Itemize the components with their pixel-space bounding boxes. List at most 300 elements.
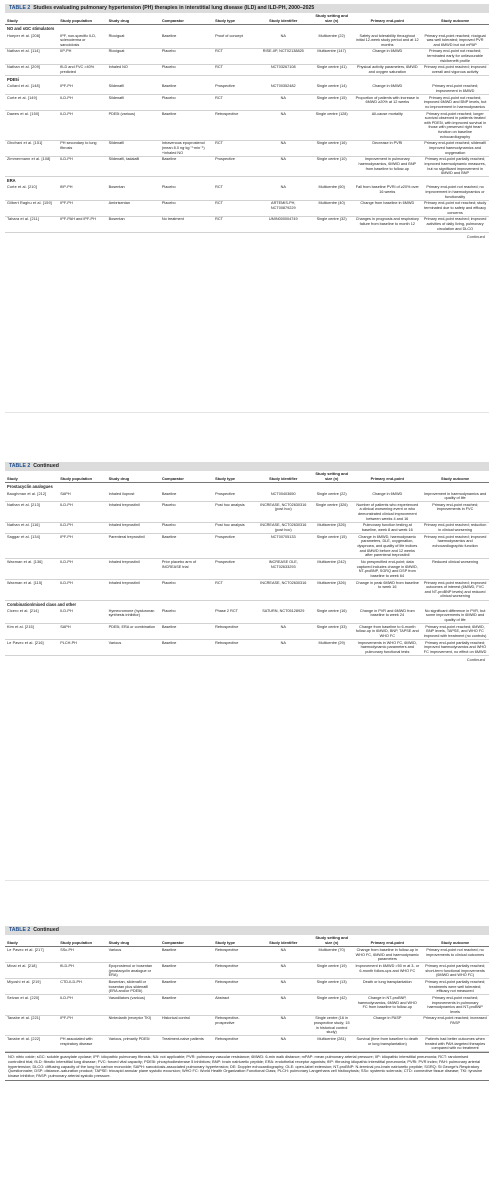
table-cell: Prospective bbox=[213, 534, 257, 559]
table-row bbox=[5, 140, 489, 156]
table-number: TABLE 2 bbox=[9, 463, 31, 469]
divider bbox=[5, 880, 489, 881]
table-cell: NA bbox=[257, 156, 310, 177]
table-cell: Primary end-point reached; increased PASP bbox=[421, 1015, 489, 1036]
table-cell: Inhaled treprostinil bbox=[107, 522, 160, 533]
table-cell: Primary end-point reached; improved overall and vigorous activity bbox=[421, 64, 489, 75]
table-cell: Change in PVR and 6MWD from baseline to week 24 bbox=[353, 608, 421, 623]
table-cell: NA bbox=[257, 1015, 310, 1036]
table-cell: Primary end-point partially reached; short-term functional improvements (6MWD and WHO FC) bbox=[421, 963, 489, 979]
table-cell: IIP-PH bbox=[58, 48, 106, 64]
table-cell: Placebo bbox=[160, 64, 213, 75]
study-reference: Gilbert Raghu et al. [159] bbox=[5, 200, 58, 216]
header-row bbox=[5, 13, 489, 25]
table-cell: Intravenous epoprostenol (mean 8.0 ng·kg⁻¹·min⁻¹) +inhaled NO bbox=[160, 140, 213, 156]
table-cell: NCT00352482 bbox=[257, 84, 310, 95]
table-row bbox=[5, 979, 489, 995]
table-cell: Change in 6MWD bbox=[353, 48, 421, 64]
table-cell: Inhaled treprostinil bbox=[107, 579, 160, 600]
table-row bbox=[5, 559, 489, 580]
table-cell: Placebo bbox=[160, 48, 213, 64]
table-cell: Primary end-point reached; improvement in 6MWD bbox=[421, 84, 489, 95]
table-panel-2 bbox=[5, 462, 489, 663]
table-cell: RCT bbox=[213, 95, 257, 111]
table-cell: Riociguat bbox=[107, 33, 160, 48]
table-row bbox=[5, 608, 489, 623]
column-header: Primary end-point bbox=[353, 471, 421, 483]
table-cell: Prospective bbox=[213, 84, 257, 95]
study-reference: Dawes et al. [150] bbox=[5, 111, 58, 141]
table-cell: Single centre (326) bbox=[310, 502, 354, 523]
table-cell: ILD-PH bbox=[58, 608, 106, 623]
table-cell: Retrospective-prospective bbox=[213, 1015, 257, 1036]
column-header: Study setting and size (n) bbox=[310, 13, 354, 25]
table-cell: NCT00705133 bbox=[257, 534, 310, 559]
table-row bbox=[5, 947, 489, 963]
table-cell: INCREASE, NCT02630316 (post hoc) bbox=[257, 502, 310, 523]
table-cell: Multicentre (29) bbox=[310, 639, 354, 655]
table-cell: PDE5i (various) bbox=[107, 111, 160, 141]
column-header: Study bbox=[5, 471, 58, 483]
section-row bbox=[5, 483, 489, 491]
table-cell: Primary end-point not reached; improved 6MWD and BNP levels, but no improvement in haemodynamics bbox=[421, 95, 489, 111]
table-cell: SAPH bbox=[58, 491, 106, 502]
table-cell: Baseline bbox=[160, 84, 213, 95]
table-cell: RCT bbox=[213, 48, 257, 64]
table-row bbox=[5, 48, 489, 64]
table-cell: Single centre (128) bbox=[310, 111, 354, 141]
table-cell: Primary end-point not reached; terminated early for unfavourable risk/benefit profile bbox=[421, 48, 489, 64]
table-cell: Prior placebo arm of INCREASE trial bbox=[160, 559, 213, 580]
table-caption: Studies evaluating pulmonary hypertension (PH) therapies in interstitial lung disease (ILD) and ILD-PH, 2000–2025 bbox=[33, 5, 315, 11]
table-cell: INCREASE, NCT02630316 bbox=[257, 579, 310, 600]
table-cell: Single centre (14) bbox=[310, 84, 354, 95]
table-row bbox=[5, 491, 489, 502]
table-cell: IPF-PH bbox=[58, 1015, 106, 1036]
table-cell: Placebo bbox=[160, 185, 213, 200]
study-reference: Le Pavec et al. [216] bbox=[5, 639, 58, 655]
table-cell: SAPH bbox=[58, 623, 106, 639]
table-cell: Baseline bbox=[160, 33, 213, 48]
table-cell: NA bbox=[257, 1036, 310, 1052]
abbreviations-footnote: NO: nitric oxide; sGC: soluble guanylate cyclase; IPF: idiopathic pulmonary fibrosis; NA: not applicable; PVR: pulmonary vascular resistance; 6MWD: 6-min walk distance; mPAP: mean pulmonary arterial pressure; IIP: idiopathic interstitial pneumonia; RCT: randomised controlled trial; fILD: fibrotic interstitial lung disease; FVC: forced vital capacity; PDE5i: phosphodiesterase 5 inhibitors; BNP: brain natriuretic peptide; ERA: endothelial receptor agonists; fIIP: fibrosing idiopathic interstitial pneumonia; PVRi: PVR index; PAH: pulmonary arterial hypertension; DLCO: diffusing capacity of the lung for carbon monoxide; SAPH: sarcoidosis-associated pulmonary hypertension; DE: Doppler echocardiography; OLE: open-label extension; NT-proBNP: N-terminal pro-brain natriuretic peptide; SGRQ: St George's Respiratory Questionnaire; DSP: distance–saturation product; TAPSE: tricuspid annular plane systolic excursion; WHO FC: World Health Organization Functional Class; PLCH: pulmonary Langerhans cell histiocytosis; SSc: systemic sclerosis; CTD: connective tissue disease; TKI: tyrosine kinase inhibitor; PASP: pulmonary arterial systolic pressure. bbox=[5, 1052, 489, 1081]
table-cell: NA bbox=[257, 185, 310, 200]
column-header: Study type bbox=[213, 935, 257, 947]
column-header: Study outcome bbox=[421, 935, 489, 947]
table-cell: NCT03267108 bbox=[257, 64, 310, 75]
table-cell: Proof of concept bbox=[213, 33, 257, 48]
table-cell: Treatment-naive patients bbox=[160, 1036, 213, 1052]
section-row bbox=[5, 177, 489, 185]
table-cell: Primary end-point not reached; no improvement in haemodynamics or functionality bbox=[421, 185, 489, 200]
study-reference: Ghofrani et al. [151] bbox=[5, 140, 58, 156]
table-cell: Multicentre (147) bbox=[310, 48, 354, 64]
table-cell: Death or lung transplantation bbox=[353, 979, 421, 995]
study-reference: Nathan et al. [213] bbox=[5, 502, 58, 523]
table-cell: Single centre (16 in prospective study; 15 in historical control study) bbox=[310, 1015, 354, 1036]
table-cell: Single centre (15) bbox=[310, 534, 354, 559]
table-cell: Inhaled treprostinil bbox=[107, 559, 160, 580]
column-header: Study setting and size (n) bbox=[310, 471, 354, 483]
column-header: Study population bbox=[58, 471, 106, 483]
table-cell: NA bbox=[257, 140, 310, 156]
column-header: Comparator bbox=[160, 471, 213, 483]
table-cell: Abstract bbox=[213, 995, 257, 1016]
column-header: Comparator bbox=[160, 935, 213, 947]
table-cell: All-cause mortality bbox=[353, 111, 421, 141]
table-cell: Placebo bbox=[160, 502, 213, 523]
table-cell: Single centre (13) bbox=[310, 979, 354, 995]
table-cell: Survival (time from baseline to death or lung transplantation) bbox=[353, 1036, 421, 1052]
table-cell: NA bbox=[257, 95, 310, 111]
table-cell: Baseline bbox=[160, 963, 213, 979]
table-cell: Improvements in WHO FC, 6MWD, haemodynamic parameters and pulmonary functional tests bbox=[353, 639, 421, 655]
table-cell: Placebo bbox=[160, 522, 213, 533]
study-reference: Cicero et al. [214] bbox=[5, 608, 58, 623]
table-cell: Vasodilators (various) bbox=[107, 995, 160, 1016]
table-cell: RCT bbox=[213, 140, 257, 156]
table-row bbox=[5, 579, 489, 600]
table-cell: Retrospective bbox=[213, 111, 257, 141]
table-cell: Hymecromone (hyaluronan synthesis inhibitor) bbox=[107, 608, 160, 623]
table-cell: ILD-PH bbox=[58, 502, 106, 523]
table-cell: Change from baseline in 6MWD bbox=[353, 200, 421, 216]
continued-label: Continued bbox=[466, 233, 485, 239]
column-header: Study population bbox=[58, 935, 106, 947]
table-cell: fIIP-PH bbox=[58, 185, 106, 200]
table-cell: Single centre (42) bbox=[310, 995, 354, 1016]
table-cell: INCREASE OLE, NCT02633293 bbox=[257, 559, 310, 580]
table-cell: NCT00403650 bbox=[257, 491, 310, 502]
study-reference: Baughman et al. [212] bbox=[5, 491, 58, 502]
table-cell: No prespecified end-point; data captured includes change in 6MWD, NT-proBNP, SGRQ and DSP from baseline to week 64 bbox=[353, 559, 421, 580]
table-cell: Inhaled iloprost bbox=[107, 491, 160, 502]
table-cell: Change in 6MWD, haemodynamic parameters, DLE, oxygenation, dyspnoea, and quality of life indices and 6MWD before and 12 weeks after parenteral treprostinil bbox=[353, 534, 421, 559]
table-cell: Baseline bbox=[160, 491, 213, 502]
table-cell: Change from baseline in follow-up in WHO FC, 6MWD and haemodynamic parameters bbox=[353, 947, 421, 963]
table-row bbox=[5, 185, 489, 200]
column-header: Study identifier bbox=[257, 13, 310, 25]
table-row bbox=[5, 84, 489, 95]
table-cell: Prospective bbox=[213, 491, 257, 502]
table-cell: ILD-PH bbox=[58, 995, 106, 1016]
table-cell: Primary end-point partially reached; treatments were well tolerated; efficacy not measured bbox=[421, 979, 489, 995]
table-cell: ILD-PH bbox=[58, 579, 106, 600]
table-title bbox=[5, 926, 489, 935]
table-cell: Inhaled treprostinil bbox=[107, 502, 160, 523]
column-header: Study bbox=[5, 935, 58, 947]
table-row bbox=[5, 639, 489, 655]
table-cell: CTD-ILD-PH bbox=[58, 979, 106, 995]
table-cell: RISE-IIP, NCT02138825 bbox=[257, 48, 310, 64]
study-reference: Tahara et al. [211] bbox=[5, 216, 58, 232]
study-reference: Selvan et al. [220] bbox=[5, 995, 58, 1016]
table-row bbox=[5, 963, 489, 979]
table-cell: Change in 6MWD bbox=[353, 84, 421, 95]
table-cell: RCT bbox=[213, 200, 257, 216]
table-cell: ILD-PH bbox=[58, 156, 106, 177]
table-cell: Single centre (22) bbox=[310, 491, 354, 502]
table-cell: PDE5i, ERA or combination bbox=[107, 623, 160, 639]
table-cell: Baseline bbox=[160, 979, 213, 995]
table-cell: Single centre (10) bbox=[310, 156, 354, 177]
table-cell: Safety and tolerability throughout initial 12-week study period and at 12 months bbox=[353, 33, 421, 48]
table-cell: Placebo bbox=[160, 608, 213, 623]
table-cell: Sildenafil bbox=[107, 140, 160, 156]
table-cell: Number of patients who experienced a clinical worsening event or who demonstrated clinical improvement between weeks 4 and 16 bbox=[353, 502, 421, 523]
table-cell: Pulmonary function testing at baseline, week 8 and week 16 bbox=[353, 522, 421, 533]
table-cell: IPF-PH bbox=[58, 84, 106, 95]
table-cell: INCREASE, NCT02630316 (post hoc) bbox=[257, 522, 310, 533]
table-cell: Improvement in pulmonary haemodynamics, 6MWD and BNP from baseline to follow-up bbox=[353, 156, 421, 177]
table-row bbox=[5, 33, 489, 48]
table-cell: Retrospective bbox=[213, 1036, 257, 1052]
table-cell: IPF-PH bbox=[58, 534, 106, 559]
table-cell: RCT bbox=[213, 216, 257, 232]
table-cell: Single centre (33) bbox=[310, 623, 354, 639]
table-cell: Primary end-point reached; longer survival observed in patients treated with PDE5i, with improved survival in those with preserved right heart function on baseline echocardiography bbox=[421, 111, 489, 141]
table-caption: Continued bbox=[33, 927, 59, 933]
table-cell: No significant difference in PVR, but some improvements in 6MWD and quality of life bbox=[421, 608, 489, 623]
study-reference: Collard et al. [148] bbox=[5, 84, 58, 95]
table-cell: ILD-PH bbox=[58, 559, 106, 580]
table-panel-1 bbox=[5, 4, 489, 240]
table-cell: Baseline bbox=[160, 156, 213, 177]
table-cell: Sildenafil bbox=[107, 95, 160, 111]
table-cell: Primary end-point reached; improved activities of daily living, pulmonary circulation and DLCO bbox=[421, 216, 489, 232]
column-header: Study population bbox=[58, 13, 106, 25]
table-cell: Single centre (16) bbox=[310, 608, 354, 623]
table-cell: Parenteral treprostinil bbox=[107, 534, 160, 559]
table-cell: Primary end-point reached; improvements in FVC bbox=[421, 502, 489, 523]
table-number: TABLE 2 bbox=[9, 5, 31, 11]
table-cell: Fall from baseline PVRi of ≥20% over 16 weeks bbox=[353, 185, 421, 200]
column-header: Study bbox=[5, 13, 58, 25]
section-row bbox=[5, 25, 489, 33]
table-cell: fILD and FVC >40% predicted bbox=[58, 64, 106, 75]
column-header: Study outcome bbox=[421, 471, 489, 483]
table-cell: Multicentre (326) bbox=[310, 522, 354, 533]
section-label: ERA bbox=[5, 177, 489, 185]
table-cell: NA bbox=[257, 111, 310, 141]
table-cell: Single centre (16) bbox=[310, 140, 354, 156]
table-cell: fILD-PH bbox=[58, 963, 106, 979]
column-header: Comparator bbox=[160, 13, 213, 25]
study-reference: Kim et al. [215] bbox=[5, 623, 58, 639]
table-cell: IPF-PH bbox=[58, 200, 106, 216]
table-cell: NA bbox=[257, 963, 310, 979]
table-row bbox=[5, 156, 489, 177]
table-cell: Sildenafil, tadalafil bbox=[107, 156, 160, 177]
table-cell: Baseline bbox=[160, 534, 213, 559]
table-cell: Change from baseline to 6-month follow-up in 6MWD, BNP, TAPSE and WHO FC bbox=[353, 623, 421, 639]
table-cell: PH associated with respiratory disease bbox=[58, 1036, 106, 1052]
table-cell: Post hoc analysis bbox=[213, 502, 257, 523]
table-cell: Baseline bbox=[160, 111, 213, 141]
table-cell: Primary end-point partially reached; improved haemodynamics and WHO FC improvement, no effect on 6MWD bbox=[421, 639, 489, 655]
table-cell: Multicentre (70) bbox=[310, 947, 354, 963]
table-panel-3 bbox=[5, 926, 489, 1081]
table-row bbox=[5, 95, 489, 111]
table-cell: Various, primarily PDE5i bbox=[107, 1036, 160, 1052]
column-header: Study identifier bbox=[257, 935, 310, 947]
column-header: Study type bbox=[213, 13, 257, 25]
table-cell: Primary end-point reached; improved outcomes of interest (6MWD, FVC and NT-proBNP levels) and reduced clinical worsening bbox=[421, 579, 489, 600]
table-cell: Reduced clinical worsening bbox=[421, 559, 489, 580]
table-cell: Change in 6MWD bbox=[353, 491, 421, 502]
study-reference: Corte et al. [210] bbox=[5, 185, 58, 200]
table-cell: Change in peak 6MWD from baseline to week 16 bbox=[353, 579, 421, 600]
study-reference: Nathan et al. [209] bbox=[5, 64, 58, 75]
table-row bbox=[5, 1036, 489, 1052]
table-cell: Prospective bbox=[213, 559, 257, 580]
table-title bbox=[5, 462, 489, 471]
table-cell: RCT bbox=[213, 64, 257, 75]
table-cell: Change in NT-proBNP, haemodynamics, 6MWD and WHO FC from baseline to follow-up bbox=[353, 995, 421, 1016]
section-label: PDE5i bbox=[5, 76, 489, 84]
table-cell: Decrease in PVRi bbox=[353, 140, 421, 156]
table-cell: Single centre (15) bbox=[310, 95, 354, 111]
table-cell: Bosentan bbox=[107, 185, 160, 200]
table-title bbox=[5, 4, 489, 13]
table-row bbox=[5, 200, 489, 216]
table-cell: Post hoc analysis bbox=[213, 522, 257, 533]
table-cell: Multicentre (60) bbox=[310, 185, 354, 200]
study-reference: Minai et al. [218] bbox=[5, 963, 58, 979]
table-cell: NA bbox=[257, 979, 310, 995]
study-reference: Nathan et al. [116] bbox=[5, 522, 58, 533]
table-cell: Primary end-point reached; improvements in pulmonary haemodynamics and NT-proBNP levels bbox=[421, 995, 489, 1016]
table-cell: Improvement in 6MWD >50 m at 3- or 6-month follow-ups and WHO FC bbox=[353, 963, 421, 979]
study-reference: Tanabe et al. [222] bbox=[5, 1036, 58, 1052]
table-cell: Multicentre (326) bbox=[310, 579, 354, 600]
table-cell: ILD-PH bbox=[58, 95, 106, 111]
table-number: TABLE 2 bbox=[9, 927, 31, 933]
column-header: Study outcome bbox=[421, 13, 489, 25]
study-reference: Waxman et al. [136] bbox=[5, 559, 58, 580]
table-cell: Physical activity parameters, 6MWD and oxygen saturation bbox=[353, 64, 421, 75]
table-cell: Primary end-point reached; riociguat was well tolerated; improved PVR and 6MWD but not mPAP bbox=[421, 33, 489, 48]
table-cell: Primary end-point reached; reduction in clinical worsening bbox=[421, 522, 489, 533]
table-cell: Various bbox=[107, 947, 160, 963]
table-cell: Bosentan bbox=[107, 216, 160, 232]
table-cell: Primary end-point reached; improved haemodynamics and echocardiographic function bbox=[421, 534, 489, 559]
study-reference: Tanabe et al. [221] bbox=[5, 1015, 58, 1036]
table-cell: Retrospective bbox=[213, 639, 257, 655]
table-cell: No treatment bbox=[160, 216, 213, 232]
table-row bbox=[5, 502, 489, 523]
column-header: Study identifier bbox=[257, 471, 310, 483]
table-cell: NA bbox=[257, 995, 310, 1016]
table-cell: Primary end-point reached; sildenafil improved haemodynamics and oxygenation bbox=[421, 140, 489, 156]
table-cell: ILD-PH bbox=[58, 522, 106, 533]
column-header: Study drug bbox=[107, 13, 160, 25]
table-cell: Baseline bbox=[160, 995, 213, 1016]
study-reference: Hoeper et al. [208] bbox=[5, 33, 58, 48]
table-cell: Prospective bbox=[213, 156, 257, 177]
table-cell: Various bbox=[107, 639, 160, 655]
section-row bbox=[5, 76, 489, 84]
table-row bbox=[5, 216, 489, 232]
study-reference: Le Pavec et al. [217] bbox=[5, 947, 58, 963]
table-cell: SSc-PH bbox=[58, 947, 106, 963]
table-row bbox=[5, 111, 489, 141]
divider bbox=[5, 412, 489, 413]
table-cell: Proportion of patients with increase in 6MWD ≥20% at 12 weeks bbox=[353, 95, 421, 111]
table-cell: Single centre (41) bbox=[310, 64, 354, 75]
table-row bbox=[5, 1015, 489, 1036]
table-cell: Baseline bbox=[160, 623, 213, 639]
table-cell: IPF, non-specific ILD, scleroderma or sarcoidosis bbox=[58, 33, 106, 48]
table-cell: Change in PASP bbox=[353, 1015, 421, 1036]
study-reference: Saggar et al. [134] bbox=[5, 534, 58, 559]
table-cell: Placebo bbox=[160, 95, 213, 111]
table-cell: Primary end-point not reached; study terminated due to safety and efficacy concerns bbox=[421, 200, 489, 216]
table-cell: Multicentre (281) bbox=[310, 1036, 354, 1052]
section-row bbox=[5, 600, 489, 608]
table-cell: NA bbox=[257, 947, 310, 963]
table-cell: Primary end-point not reached; no improvements to clinical outcomes bbox=[421, 947, 489, 963]
table-cell: Retrospective bbox=[213, 623, 257, 639]
study-reference: Waxman et al. [115] bbox=[5, 579, 58, 600]
data-table bbox=[5, 13, 489, 233]
table-cell: Nintedanib (receptor TKI) bbox=[107, 1015, 160, 1036]
table-cell: Riociguat bbox=[107, 48, 160, 64]
column-header: Study drug bbox=[107, 471, 160, 483]
table-cell: IPF-PAH and IPF-PH bbox=[58, 216, 106, 232]
table-cell: Baseline bbox=[160, 947, 213, 963]
data-table bbox=[5, 935, 489, 1052]
header-row bbox=[5, 471, 489, 483]
study-reference: Miyoshi et al. [219] bbox=[5, 979, 58, 995]
section-label: Combination/mixed class and other bbox=[5, 600, 489, 608]
table-cell: ILD-PH bbox=[58, 111, 106, 141]
study-reference: Nathan et al. [114] bbox=[5, 48, 58, 64]
table-cell: PH secondary to lung fibrosis bbox=[58, 140, 106, 156]
column-header: Study setting and size (n) bbox=[310, 935, 354, 947]
table-cell: NA bbox=[257, 623, 310, 639]
column-header: Study type bbox=[213, 471, 257, 483]
column-header: Study drug bbox=[107, 935, 160, 947]
table-cell: SATURN, NCT05128929 bbox=[257, 608, 310, 623]
section-label: NO and sGC stimulators bbox=[5, 25, 489, 33]
table-row bbox=[5, 534, 489, 559]
table-cell: Single centre (19) bbox=[310, 963, 354, 979]
table-cell: Patients had better outcomes when treated with PAH-targeted therapies compared with no treatment bbox=[421, 1036, 489, 1052]
table-row bbox=[5, 64, 489, 75]
column-header: Primary end-point bbox=[353, 13, 421, 25]
table-cell: Phase 2 RCT bbox=[213, 608, 257, 623]
table-cell: RCT bbox=[213, 185, 257, 200]
table-cell: Placebo bbox=[160, 579, 213, 600]
table-cell: RCT bbox=[213, 579, 257, 600]
table-row bbox=[5, 522, 489, 533]
study-reference: Corte et al. [149] bbox=[5, 95, 58, 111]
table-cell: Changes in prognosis and respiratory failure from baseline to month 12 bbox=[353, 216, 421, 232]
table-cell: Retrospective bbox=[213, 979, 257, 995]
table-cell: Primary end-point reached; 6MWD, BNP levels, TAPSE, and WHO FC improved with treatment (no controls) bbox=[421, 623, 489, 639]
column-header: Primary end-point bbox=[353, 935, 421, 947]
table-cell: Sildenafil bbox=[107, 84, 160, 95]
table-cell: Multicentre (242) bbox=[310, 559, 354, 580]
section-label: Prostacyclin analogues bbox=[5, 483, 489, 491]
table-cell: Epoprostenol or bosentan (prostacyclin analogue or ERA) bbox=[107, 963, 160, 979]
table-cell: Primary end-point partially reached; improved haemodynamic measures, but no significant improvement in 6MWD and BNP bbox=[421, 156, 489, 177]
table-cell: Baseline bbox=[160, 639, 213, 655]
table-cell: UMIN000004749 bbox=[257, 216, 310, 232]
table-cell: ARTEMIS-PH, NCT00879229 bbox=[257, 200, 310, 216]
table-cell: Ambrisentan bbox=[107, 200, 160, 216]
